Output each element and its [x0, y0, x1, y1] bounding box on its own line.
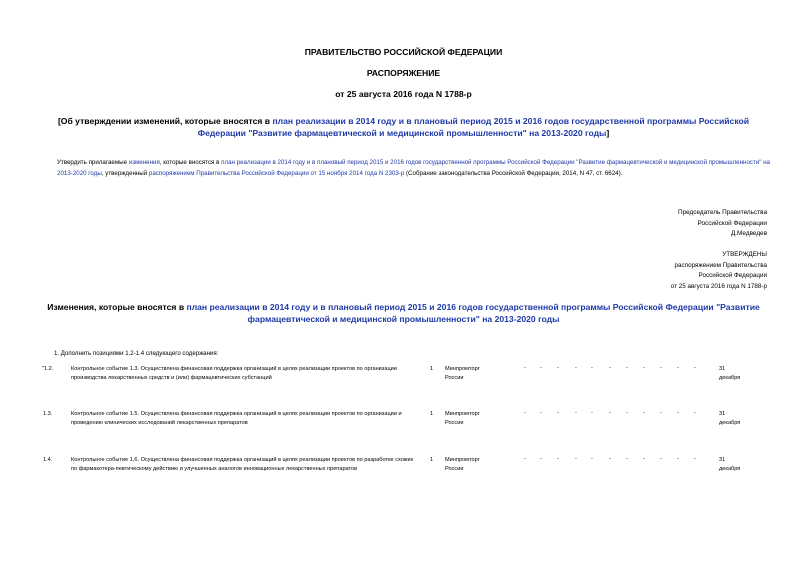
approval-line-3: Российской Федерации: [698, 272, 767, 279]
body-text-3: , утвержденный: [101, 170, 149, 177]
row-dash: -: [677, 456, 679, 462]
date-number: от 25 августа 2016 года N 1788-р: [335, 89, 472, 99]
row-deadline-month: декабря: [719, 420, 741, 426]
row-dash: -: [643, 365, 645, 371]
row-dash: -: [524, 365, 526, 371]
row-dash: -: [694, 410, 696, 416]
row-dash: -: [557, 365, 559, 371]
approval-line-4: от 25 августа 2016 года N 1788-р: [670, 282, 767, 290]
row-dash: -: [609, 365, 611, 371]
row-dash: -: [609, 456, 611, 462]
row-description: Контрольное событие 1.5. Осуществлена финансовая поддержка организаций в целях реализации проектов по организации и проведению клинических исследований лекарственных препаратов: [71, 411, 402, 426]
row-dash: -: [591, 365, 593, 371]
row-dash: -: [557, 456, 559, 462]
row-dash: -: [591, 410, 593, 416]
row-deadline-day: 31: [719, 366, 726, 372]
doc-type-heading: РАСПОРЯЖЕНИЕ: [366, 68, 441, 78]
signature-line-2: Российской Федерации: [697, 219, 767, 227]
row-dash: -: [660, 410, 662, 416]
row-organization: Минпромторг России: [445, 457, 480, 472]
row-dash: -: [575, 410, 577, 416]
row-count: 1: [430, 411, 434, 417]
link-plan[interactable]: план реализации в 2014 году и в плановый период 2015 и 2016 годов государственной программы Российской Федерации "Развитие фармацевтической и медицинской промышленности" на 2013-2020 годы: [57, 159, 771, 177]
body-paragraph: [57, 157, 771, 179]
row-dash: -: [626, 410, 628, 416]
title-link-plan[interactable]: план реализации в 2014 году и в плановый период 2015 и 2016 годов государственной программы Российской Федерации "Развитие фармацевтической и медицинской промышленности" на 2013-2020 годы: [197, 116, 750, 138]
row-dash: -: [575, 456, 577, 462]
row-deadline-day: 31: [719, 411, 726, 417]
link-changes[interactable]: изменения: [128, 159, 160, 166]
row-deadline-day: 31: [719, 457, 726, 463]
row-number: 1.3.: [43, 411, 53, 417]
signature-line-1: Председатель Правительства: [678, 209, 767, 216]
approval-line-2: распоряжением Правительства: [674, 261, 767, 269]
row-dash: -: [677, 410, 679, 416]
row-number: "1.2.: [42, 366, 54, 372]
row-dash: -: [626, 456, 628, 462]
row-description: Контрольное событие 1.3. Осуществлена финансовая поддержка организаций в целях реализации проектов по организации производства лекарственных средств и (или) фармацевтических субстанций: [71, 366, 397, 381]
row-dash: -: [524, 456, 526, 462]
title-close: ]: [606, 128, 610, 138]
row-dash: -: [626, 365, 628, 371]
row-count: 1: [430, 366, 434, 372]
approval-line-1: УТВЕРЖДЕНЫ: [722, 251, 767, 258]
row-dash: -: [540, 456, 542, 462]
row-dash: -: [643, 456, 645, 462]
body-text-1: Утвердить прилагаемые: [57, 159, 129, 166]
approval-block: [671, 250, 767, 292]
row-dash: -: [524, 410, 526, 416]
title-open: [Об утверждении изменений, которые вносятся в: [57, 116, 273, 126]
row-dash: -: [677, 365, 679, 371]
row-count: 1: [430, 457, 434, 463]
government-heading: ПРАВИТЕЛЬСТВО РОССИЙСКОЙ ФЕДЕРАЦИИ: [304, 47, 503, 57]
document-title: [40, 115, 767, 139]
changes-title-link[interactable]: план реализации в 2014 году и в плановый период 2015 и 2016 годов государственной программы Российской Федерации "Развитие фармацевтической и медицинской промышленности" на 2013-2020 годы: [186, 302, 760, 324]
signature-line-3: Д.Медведев: [730, 230, 767, 237]
row-dash: -: [694, 456, 696, 462]
row-organization: Минпромторг России: [445, 411, 480, 426]
row-deadline-month: декабря: [719, 375, 741, 381]
signature-block: [678, 208, 767, 240]
body-text-2: , которые вносятся в: [159, 159, 222, 166]
row-dash: -: [540, 365, 542, 371]
changes-title: [40, 301, 767, 325]
row-dash: -: [540, 410, 542, 416]
row-dash: -: [609, 410, 611, 416]
row-dash: -: [660, 456, 662, 462]
row-dash: -: [694, 365, 696, 371]
row-organization: Минпромторг России: [445, 366, 480, 381]
intro-line: 1. Дополнить позициями 1.2-1.4 следующего содержания:: [54, 350, 219, 357]
changes-title-text: Изменения, которые вносятся в: [47, 302, 187, 312]
row-deadline-month: декабря: [719, 466, 741, 472]
row-dash: -: [591, 456, 593, 462]
body-text-4: (Собрание законодательства Российской Федерации, 2014, N 47, ст. 6624).: [404, 170, 623, 177]
row-dash: -: [643, 410, 645, 416]
row-number: 1.4.: [43, 457, 53, 463]
row-dash: -: [557, 410, 559, 416]
row-dash: -: [660, 365, 662, 371]
row-dash: -: [575, 365, 577, 371]
row-description: Контрольное событие 1.6. Осуществлена финансовая поддержка организаций в целях реализации проектов по разработке схожих по фармакотера-певтическому действию и улучшенных аналогов инновационных лекарственных препаратов: [71, 457, 414, 472]
link-order-2303[interactable]: распоряжением Правительства Российской Федерации от 15 ноября 2014 года N 2303-р: [148, 170, 405, 177]
